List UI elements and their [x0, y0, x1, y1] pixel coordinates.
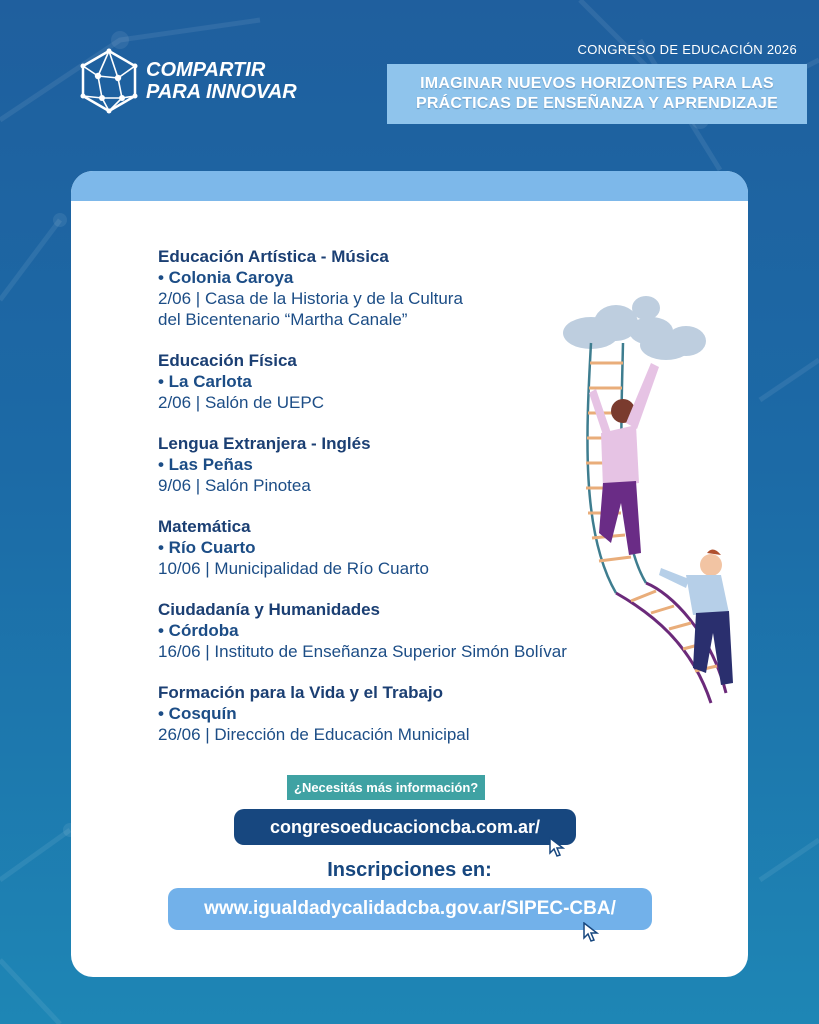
- event-place: • Río Cuarto: [158, 538, 256, 557]
- pointer-cursor-icon: [549, 837, 565, 857]
- headline-banner: [387, 64, 807, 124]
- ladder-climbers-illustration: [561, 283, 748, 723]
- event-detail: 26/06 | Dirección de Educación Municipal: [158, 725, 470, 744]
- congress-label: CONGRESO DE EDUCACIÓN 2026: [577, 42, 797, 57]
- event-title: Educación Física: [158, 351, 297, 370]
- website-link-button[interactable]: congresoeducacioncba.com.ar/: [234, 809, 576, 845]
- headline-line-2: PRÁCTICAS DE ENSEÑANZA Y APRENDIZAJE: [416, 95, 778, 112]
- event-place: • La Carlota: [158, 372, 252, 391]
- event-item: [158, 516, 567, 579]
- event-detail: 9/06 | Salón Pinotea: [158, 476, 311, 495]
- event-title: Lengua Extranjera - Inglés: [158, 434, 371, 453]
- event-title: Matemática: [158, 517, 251, 536]
- event-place: • Cosquín: [158, 704, 237, 723]
- event-title: Ciudadanía y Humanidades: [158, 600, 380, 619]
- event-item: [158, 350, 567, 413]
- event-title: Educación Artística - Música: [158, 247, 389, 266]
- event-place: • Las Peñas: [158, 455, 253, 474]
- logo-line-2: PARA INNOVAR: [146, 81, 297, 103]
- event-title: Formación para la Vida y el Trabajo: [158, 683, 444, 702]
- event-place: • Córdoba: [158, 621, 239, 640]
- event-detail: 2/06 | Casa de la Historia y de la Cultura del Bicentenario “Martha Canale”: [158, 289, 463, 329]
- logo-line-1: COMPARTIR: [146, 59, 266, 81]
- events-card: [71, 171, 748, 977]
- event-item: [158, 433, 567, 496]
- inscripciones-label: Inscripciones en:: [327, 859, 492, 881]
- events-list: [158, 246, 567, 765]
- brand-logo: [78, 48, 297, 114]
- event-detail: 16/06 | Instituto de Enseñanza Superior Simón Bolívar: [158, 642, 567, 661]
- event-item: [158, 599, 567, 662]
- registration-link-button[interactable]: www.igualdadycalidadcba.gov.ar/SIPEC-CBA/: [168, 888, 652, 930]
- event-place: • Colonia Caroya: [158, 268, 294, 287]
- pointer-cursor-icon: [583, 922, 599, 942]
- card-header-band: [71, 171, 748, 201]
- network-hexagon-icon: [78, 48, 140, 114]
- headline-line-1: IMAGINAR NUEVOS HORIZONTES PARA LAS: [420, 75, 774, 92]
- more-info-label: ¿Necesitás más información?: [287, 775, 485, 800]
- event-item: [158, 682, 567, 745]
- event-item: [158, 246, 567, 330]
- event-detail: 10/06 | Municipalidad de Río Cuarto: [158, 559, 429, 578]
- event-detail: 2/06 | Salón de UEPC: [158, 393, 325, 412]
- logo-text: [146, 59, 297, 103]
